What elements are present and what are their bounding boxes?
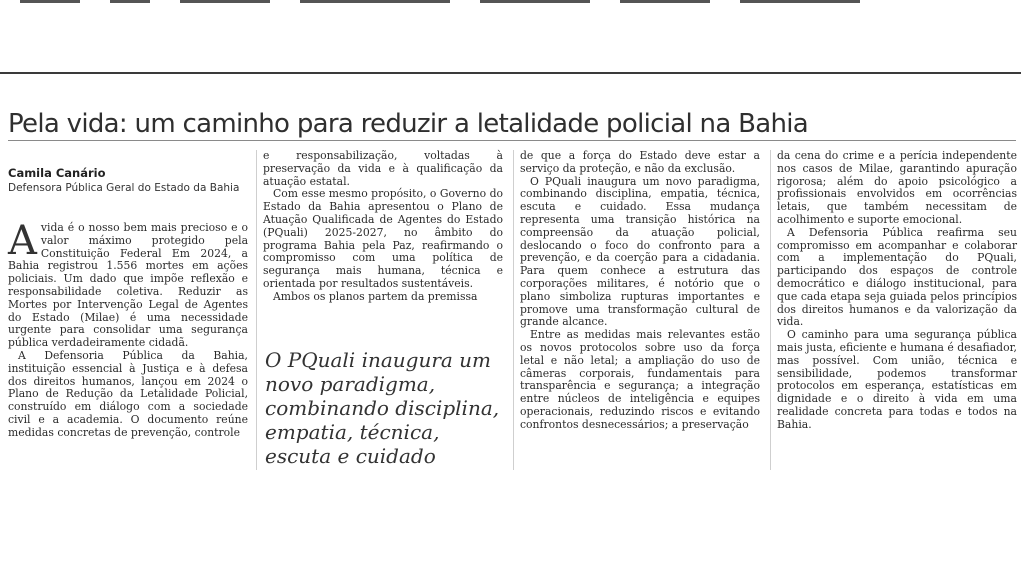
paragraph: de que a força do Estado deve estar a serviço da proteção, e não da exclusão.: [520, 149, 760, 175]
paragraph: Com esse mesmo propósito, o Governo do Estado da Bahia apresentou o Plano de Atuação Qualificada de Agentes do Estado (PQuali) 2025-2027, no âmbito do programa Bahia pela Paz, reafirmando o compromisso com uma política de segurança mais humana, técnica e orientada por resultados sustentáveis.: [263, 187, 503, 290]
paragraph: O PQuali inaugura um novo paradigma, combinando disciplina, empatia, técnica, escuta e cuidado. Essa mudança representa uma transição histórica na compreensão da atuação policial, deslocando o foco do confronto para a prevenção, e da coerção para a cidadania. Para quem conhece a estrutura das corporações militares, é notório que o plano simboliza rupturas importantes e promove uma transformação cultural de grande alcance.: [520, 174, 760, 329]
column-divider: [770, 150, 771, 470]
section-top-rule: [0, 72, 1021, 74]
article-headline: Pela vida: um caminho para reduzir a letalidade policial na Bahia: [8, 109, 809, 140]
paragraph: e responsabilização, voltadas à preservação da vida e à qualificação da atuação estatal.: [263, 149, 503, 188]
paragraph: A Defensoria Pública reafirma seu compromisso em acompanhar e colaborar com a implementação do PQuali, participando dos espaços de controle democrático e diálogo institucional, para que cada etapa seja guiada pelos princípios dos direitos humanos e da valorização da vida.: [777, 225, 1017, 329]
headline-rule: [8, 140, 1016, 141]
article-column-3: [520, 150, 760, 432]
clipped-previous-text: [0, 0, 1021, 6]
paragraph: Entre as medidas mais relevantes estão os novos protocolos sobre uso da força letal e não letal; a ampliação do uso de câmeras corporais, fundamentais para transparência e segurança; a integração entre núcleos de inteligência e equipes operacionais, reduzindo riscos e evitando confrontos desnecessários; a preservação: [520, 328, 760, 431]
column-divider: [256, 150, 257, 470]
paragraph: O caminho para uma segurança pública mais justa, eficiente e humana é desafiador, mas possível. Com união, técnica e sensibilidade, podemos transformar protocolos em esperança, estatísticas em dignidade e o direito à vida em uma realidade concreta para todas e todos na Bahia.: [777, 328, 1017, 431]
article-column-4: [777, 150, 1017, 432]
author-role: Defensora Pública Geral do Estado da Bahia: [8, 182, 240, 194]
pull-quote: O PQuali inaugura um novo paradigma, combinando disciplina, empatia, técnica, escuta e cuidado: [265, 348, 500, 468]
column-divider: [513, 150, 514, 470]
article-column-2: [263, 150, 503, 304]
paragraph: da cena do crime e a perícia independente nos casos de Milae, garantindo apuração rigorosa; além do apoio psicológico a profissionais envolvidos em ocorrências letais, que também necessitam de acolhimento e suporte emocional.: [777, 149, 1017, 226]
paragraph: Ambos os planos partem da premissa: [273, 289, 478, 303]
paragraph: vida é o nosso bem mais precioso e o valor máximo protegido pela Constituição Federal Em 2024, a Bahia registrou 1.556 mortes em ações policiais. Um dado que impõe reflexão e responsabilidade coletiva. Reduzir as Mortes por Intervenção Legal de Agentes do Estado (Milae) é uma necessidade urgente para consolidar uma segurança pública verdadeiramente cidadã.: [8, 221, 248, 350]
article-column-1: [8, 218, 248, 440]
paragraph: A Defensoria Pública da Bahia, instituição essencial à Justiça e à defesa dos direitos humanos, lançou em 2024 o Plano de Redução da Letalidade Policial, construído em diálogo com a sociedade civil e a academia. O documento reúne medidas concretas de prevenção, controle: [8, 348, 248, 439]
drop-cap: A: [8, 218, 37, 264]
author-name: Camila Canário: [8, 166, 106, 180]
